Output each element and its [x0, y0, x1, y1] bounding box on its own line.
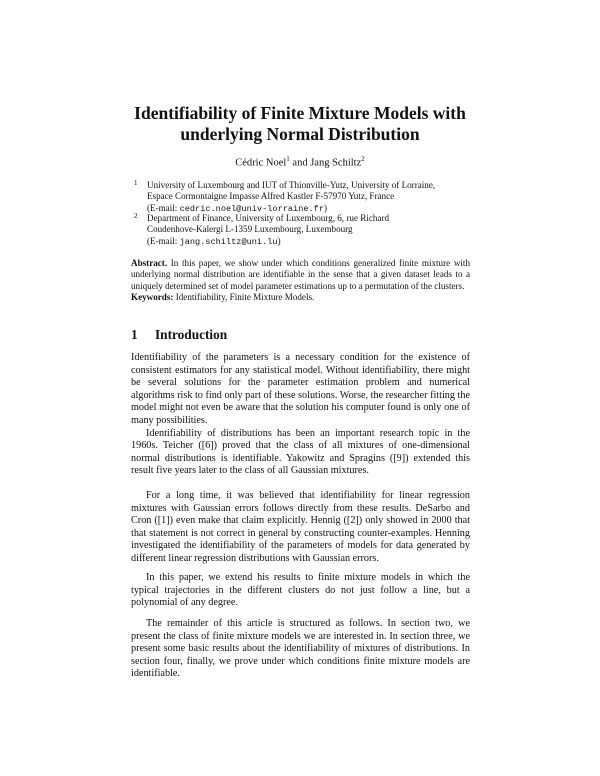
keywords-label: Keywords: — [131, 292, 174, 303]
author-2: Jang Schiltz — [310, 157, 362, 169]
affiliation-number: 2 — [134, 212, 138, 220]
intro-paragraph-1 — [131, 352, 470, 478]
intro-paragraph-5 — [131, 618, 470, 681]
affiliation-number: 1 — [134, 179, 138, 187]
paragraph-text: In this paper, we extend his results to finite mixture models in which the typical trajectories in the different clusters do not just follow a line, but a polynomial of any degree. — [131, 572, 470, 609]
email-prefix: (E-mail: — [147, 202, 180, 213]
intro-paragraph-4 — [131, 572, 470, 610]
email-prefix: (E-mail: — [147, 235, 180, 246]
section-number: 1 — [131, 327, 138, 342]
title-line-1: Identifiability of Finite Mixture Models with — [134, 103, 466, 123]
intro-paragraph-3 — [131, 490, 470, 566]
author-list — [100, 155, 500, 169]
paragraph-text: The remainder of this article is structured as follows. In section two, we present the class of finite mixture models we are interested in. In section three, we present some basic results about the identifiability of mixtures of distributions. In section four, finally, we prove under which conditions finite mixture models are identifiable. — [131, 618, 470, 680]
abstract — [131, 258, 470, 304]
author-1-affiliation-mark: 1 — [286, 155, 290, 163]
author-2-affiliation-mark: 2 — [361, 155, 365, 163]
affiliation-1 — [134, 179, 487, 215]
section-title: Introduction — [155, 327, 228, 342]
abstract-label: Abstract. — [131, 258, 168, 268]
author-1: Cédric Noel — [235, 157, 287, 169]
affiliation-email-line — [147, 236, 487, 248]
author-conjunction: and — [289, 157, 311, 169]
abstract-text: In this paper, we show under which conditions generalized finite mixture with underlying normal distribution are identifiable in the sense that a given dataset leads to a uniquely determined set of model parameter estimations up to a permutation of the clusters. — [131, 258, 470, 291]
affiliation-line: Department of Finance, University of Luxembourg, 6, rue Richard — [147, 213, 390, 223]
section-heading — [131, 327, 227, 343]
email-suffix: ) — [277, 235, 281, 246]
paragraph-text: Identifiability of distributions has been an important research topic in the 1960s. Teicher ([6]) proved that the class of all mixtures of one-dimensional normal distributions is identifiable. Yakowitz and Spragins ([9]) extended this result five years later to the class of all Gaussian mixtures. — [131, 427, 470, 477]
paragraph-text: Identifiability of the parameters is a necessary condition for the existence of consistent estimators for any statistical model. Without identifiability, there might be several solutions for the parameter estimation problem and numerical algorithms risk to find only part of these solutions. Worse, the researcher fitting the model might not even be aware that the solution his computer found is only one of many possibilities. — [131, 352, 470, 426]
abstract-body — [131, 258, 470, 292]
paragraph-text: For a long time, it was believed that identifiability for linear regression mixtures with Gaussian errors follows directly from these results. DeSarbo and Cron ([1]) even make that claim explicitly. Hennig ([2]) only showed in 2000 that that statement is not correct in general by constructing counter-examples. Henning investigated the identifiability of the parameters of models for data generated by different linear regression distributions with Gaussian errors. — [131, 490, 470, 564]
paper-title — [100, 103, 500, 145]
email-suffix: ) — [323, 202, 328, 213]
title-line-2: underlying Normal Distribution — [180, 124, 420, 144]
affiliation-line: Coudenhove-Kalergi L-1359 Luxembourg, Luxembourg — [147, 224, 353, 235]
keywords — [131, 292, 470, 303]
affiliation-2 — [134, 212, 487, 248]
affiliation-line: University of Luxembourg and IUT of Thionville-Yutz, University of Lorraine, — [147, 180, 436, 190]
affiliation-line: Espace Cormontaigne Impasse Alfred Kastler F-57970 Yutz, France — [147, 191, 395, 202]
email-address: cedric.noel@univ-lorraine.fr — [179, 203, 324, 214]
email-address: jang.schiltz@uni.lu — [179, 236, 278, 247]
keywords-text: Identifiability, Finite Mixture Models. — [173, 292, 315, 303]
